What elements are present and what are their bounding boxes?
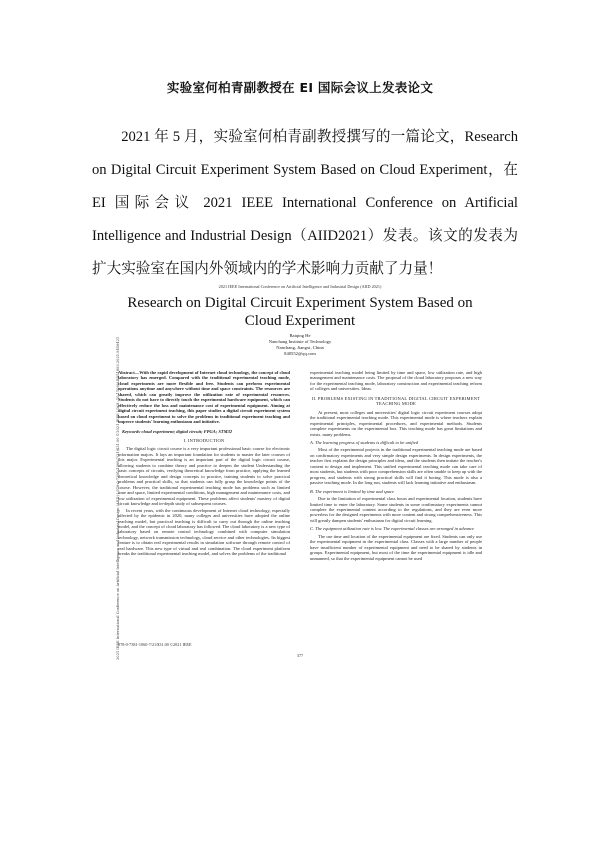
- copyright-footnote: 978-0-7381-1060-7/21/$31.00 ©2021 IEEE: [118, 642, 192, 647]
- news-title: 实验室何柏青副教授在 EI 国际会议上发表论文: [166, 80, 434, 95]
- paragraph: At present, most colleges and universities' digital logic circuit experiment courses adopt the traditional experimental teaching mode. This experimental mode is where teachers explain experimental principles, experimental procedures, and experimental methods. Students complete experiments on the experimental box. This teaching mode has great limitations and exists. many problems.: [310, 409, 482, 437]
- author-city: Nanchang, Jiangxi, China: [276, 345, 324, 350]
- left-column: [118, 370, 290, 558]
- paragraph: In recent years, with the continuous development of Internet cloud technology, especially affected by the epidemic in 2020, many colleges and universities have adopted the online teaching model, but practical teaching is difficult to carry out through the online teaching model, and the concept of cloud laboratory has followed. The cloud laboratory is a new type of laboratory based on remote control technology combined with computer simulation technology, network transmission technology, cloud service and other technologies. Its biggest feature is to obtain real experimental results in simulation software through remote control of real hardware. This new type of virtual and real combination. The cloud experiment platform breaks the traditional experimental teaching model, and solves the problems of the traditional: [118, 507, 290, 557]
- page-number: 377: [296, 653, 304, 658]
- paragraph: experimental teaching model being limited by time and space, low utilization rate, and high management and maintenance costs. The proposal of the cloud laboratory proposes a new way for the experimental teaching mode, laboratory construction and experimental teaching reform of colleges and universities. Ideas.: [310, 370, 482, 392]
- section-heading: II. PROBLEMS EXISTING IN TRADITIONAL DIGITAL CIRCUIT EXPERIMENT TEACHING MODE: [311, 395, 481, 407]
- author-affiliation: Nanchang Institute of Technology: [268, 339, 332, 344]
- paper-title: Research on Digital Circuit Experiment System Based on Cloud Experiment: [127, 295, 473, 329]
- subsection-heading: A. The learning progress of students is difficult to be unified: [310, 439, 419, 445]
- news-body: 2021 年 5 月，实验室何柏青副教授撰写的一篇论文，Research on Digital Circuit Experiment System Based on Cloud Experiment，在 EI 国际会议 2021 IEEE International Conference on Artificial Intelligence and Industrial Design（AIID2021）发表。该文的发表为扩大实验室在国内外领域内的学术影响力贡献了力量！: [92, 129, 518, 277]
- paragraph: Due to the limitation of experimental class hours and experimental location, students have limited time to enter the laboratory. Some students in some confirmatory experiments cannot complete the experimental content according to the regulations, and they are even more powerless for the designed experiments with more content and strong comprehensiveness. This will greatly dampen students' enthusiasm for digital circuit learning.: [310, 496, 482, 523]
- author-name: Baiqing He: [289, 333, 311, 338]
- side-identifier: 2021 IEEE International Conference on Artificial Intelligence and Industrial Design (AIID) | 978-0-7381-1060-7/21/$31.00 ©2021 IEEE | DOI: 10.1109/AIID51893.2021.9456421: [116, 336, 120, 660]
- paragraph: The digital logic circuit course is a very important professional basic course for electronic information majors. It lays an important foundation for students to master the later courses of this major. Experimental teaching is an important part of the digital logic circuit course, allowing students to combine theory and practice to deepen the student Understanding the basic concepts of circuits, verifying theoretical knowledge from practice, applying the learned theoretical knowledge and design concepts to practice, training students to solve practical problems and practical skills, so that students can fully grasp the knowledge points of the course. However, the traditional experimental teaching mode has problems such as limited time and space, limited experimental conditions, high management and maintenance costs, and low utilization of experimental equipment. These problems affect students' mastery of digital circuit knowledge and in-depth study of subsequent courses.: [118, 446, 290, 506]
- subsection-heading: C. The equipment utilization rate is low. The experimental classes are arranged in advance: [310, 526, 475, 532]
- paragraph: Most of the experimental projects in the traditional experimental teaching mode are based on confirmatory experiments and very simple design experiments. In design experiments, the teacher first explains the design principles and ideas, and the students then imitate the teacher's content to design and implement. This unified experimental teaching mode can take care of most students, but students with poor comprehension skills are often unable to keep up with the progress, and students with strong practical skills will find it boring. This mode is also a passive teaching mode. In the long run, students will lack learning initiative and enthusiasm.: [310, 447, 482, 486]
- paper-page-image: [118, 280, 482, 670]
- author-email: 840552@qq.com: [284, 351, 316, 356]
- paragraph: The use time and location of the experimental equipment are fixed. Students can only use the experimental equipment in the experimental class. Classes with a large number of people have insufficient number of experimental equipment and need to be shared by students in groups. Experimental equipment, but most of the time the experimental equipment is idle and unmanned, so that the experimental equipment cannot be used: [310, 533, 482, 561]
- section-heading: I. INTRODUCTION: [183, 437, 225, 443]
- keywords: Keywords-cloud experiment; digital circuit; FPGA; STM32: [122, 428, 233, 434]
- subsection-heading: B. The experiment is limited by time and space: [310, 488, 395, 494]
- conference-line: 2021 IEEE International Conference on Artificial Intelligence and Industrial Design (AIID 2021): [218, 284, 382, 289]
- right-column: [310, 370, 482, 562]
- abstract: Abstract—With the rapid development of Internet cloud technology, the concept of cloud laboratory has emerged. Compared with the traditional experimental teaching mode, cloud experiments are more flexible and free. Students can perform experimental operations anytime and anywhere without time and space constraints. The resources are shared, which can greatly improve the utilization rate of experimental resources. Students do not have to directly touch the experimental hardware equipment, which can effectively reduce the loss and maintenance cost of experimental equipment. Aiming at digital circuit experiment teaching, this paper studies a digital circuit experiment system based on cloud experiment to solve the problems in traditional experiment teaching and improve students' learning enthusiasm and initiative.: [118, 370, 290, 425]
- author-block: [118, 333, 482, 357]
